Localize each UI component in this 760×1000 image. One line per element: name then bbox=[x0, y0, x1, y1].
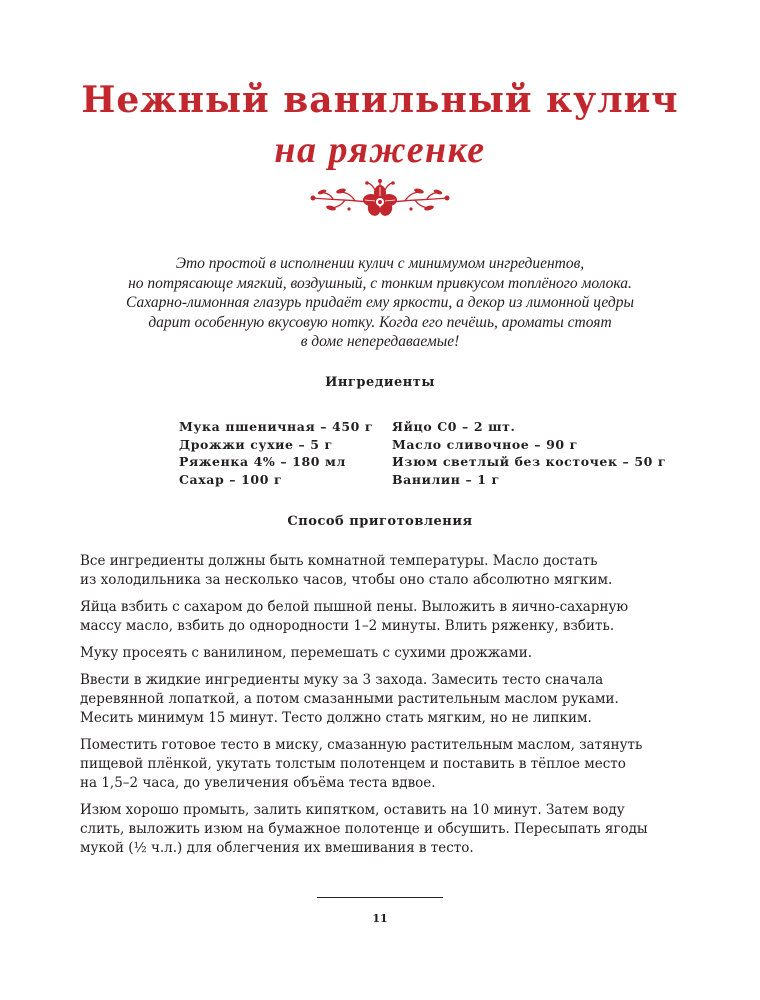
method-line: из холодильника за несколько часов, чтобы оно стало абсолютно мягким. bbox=[80, 572, 613, 588]
ingredient-item: Сахар – 100 г bbox=[179, 471, 283, 487]
ingredient-item: Дрожжи сухие – 5 г bbox=[179, 436, 333, 452]
method-line: на 1,5–2 часа, до увеличения объёма теста вдвое. bbox=[80, 775, 436, 791]
recipe-subtitle: на ряженке bbox=[274, 129, 486, 171]
ingredient-item: Ряженка 4% – 180 мл bbox=[179, 454, 346, 469]
intro-line: в доме непередаваемые! bbox=[300, 333, 460, 350]
method-paragraph bbox=[80, 598, 680, 636]
method-paragraph bbox=[80, 671, 680, 728]
method-line: Ввести в жидкие ингредиенты муку за 3 захода. Замесить тесто сначала bbox=[80, 672, 604, 688]
method-paragraph bbox=[80, 801, 680, 858]
ingredients-list-right bbox=[392, 418, 666, 488]
method-line: деревянной лопаткой, а потом смазанными растительным маслом руками. bbox=[80, 691, 619, 707]
recipe-title: Нежный ванильный кулич bbox=[81, 79, 679, 121]
ingredients-list-left bbox=[179, 418, 373, 488]
method-line: массу масло, взбить до однородности 1–2 минуты. Влить ряженку, взбить. bbox=[80, 618, 615, 634]
intro-line: дарит особенную вкусовую нотку. Когда его печёшь, ароматы стоят bbox=[148, 313, 612, 331]
method-paragraph bbox=[80, 552, 680, 590]
method-line: пищевой плёнкой, укутать толстым полотенцем и поставить в тёплое место bbox=[80, 756, 626, 772]
ingredient-item: Ванилин – 1 г bbox=[392, 471, 500, 487]
method-line: слить, выложить изюм на бумажное полотенце и обсушить. Пересыпать ягоды bbox=[80, 821, 648, 837]
ingredients-heading: Ингредиенты bbox=[325, 375, 435, 390]
method-line: Месить минимум 15 минут. Тесто должно стать мягким, но не липким. bbox=[80, 710, 592, 726]
page-number: 11 bbox=[372, 912, 388, 925]
method-line: Поместить готовое тесто в миску, смазанную растительным маслом, затянуть bbox=[80, 737, 643, 753]
footer-divider bbox=[317, 897, 443, 898]
method-heading: Способ приготовления bbox=[287, 514, 473, 529]
method-paragraph bbox=[80, 736, 680, 793]
intro-line: Это простой в исполнении кулич с минимумом ингредиентов, bbox=[175, 255, 585, 272]
ingredient-item: Масло сливочное – 90 г bbox=[392, 436, 578, 452]
ingredient-item: Яйцо С0 – 2 шт. bbox=[392, 419, 516, 434]
recipe-intro bbox=[60, 254, 700, 352]
intro-line: Сахарно-лимонная глазурь придаёт ему яркости, а декор из лимонной цедры bbox=[126, 294, 634, 311]
floral-ornament-icon bbox=[305, 178, 455, 228]
method-line: Изюм хорошо промыть, залить кипятком, оставить на 10 минут. Затем воду bbox=[80, 802, 625, 818]
intro-line: но потрясающе мягкий, воздушный, с тонким привкусом топлёного молока. bbox=[128, 274, 632, 292]
ingredient-item: Мука пшеничная – 450 г bbox=[179, 419, 374, 434]
method-line: Все ингредиенты должны быть комнатной температуры. Масло достать bbox=[80, 553, 598, 569]
method-line: Яйца взбить с сахаром до белой пышной пены. Выложить в яично-сахарную bbox=[80, 599, 629, 615]
method-line: мукой (½ ч.л.) для облегчения их вмешивания в тесто. bbox=[80, 840, 474, 856]
method-steps bbox=[80, 552, 680, 866]
method-line: Муку просеять с ванилином, перемешать с сухими дрожжами. bbox=[80, 645, 532, 661]
ingredient-item: Изюм светлый без косточек – 50 г bbox=[392, 454, 667, 469]
method-paragraph bbox=[80, 644, 680, 663]
